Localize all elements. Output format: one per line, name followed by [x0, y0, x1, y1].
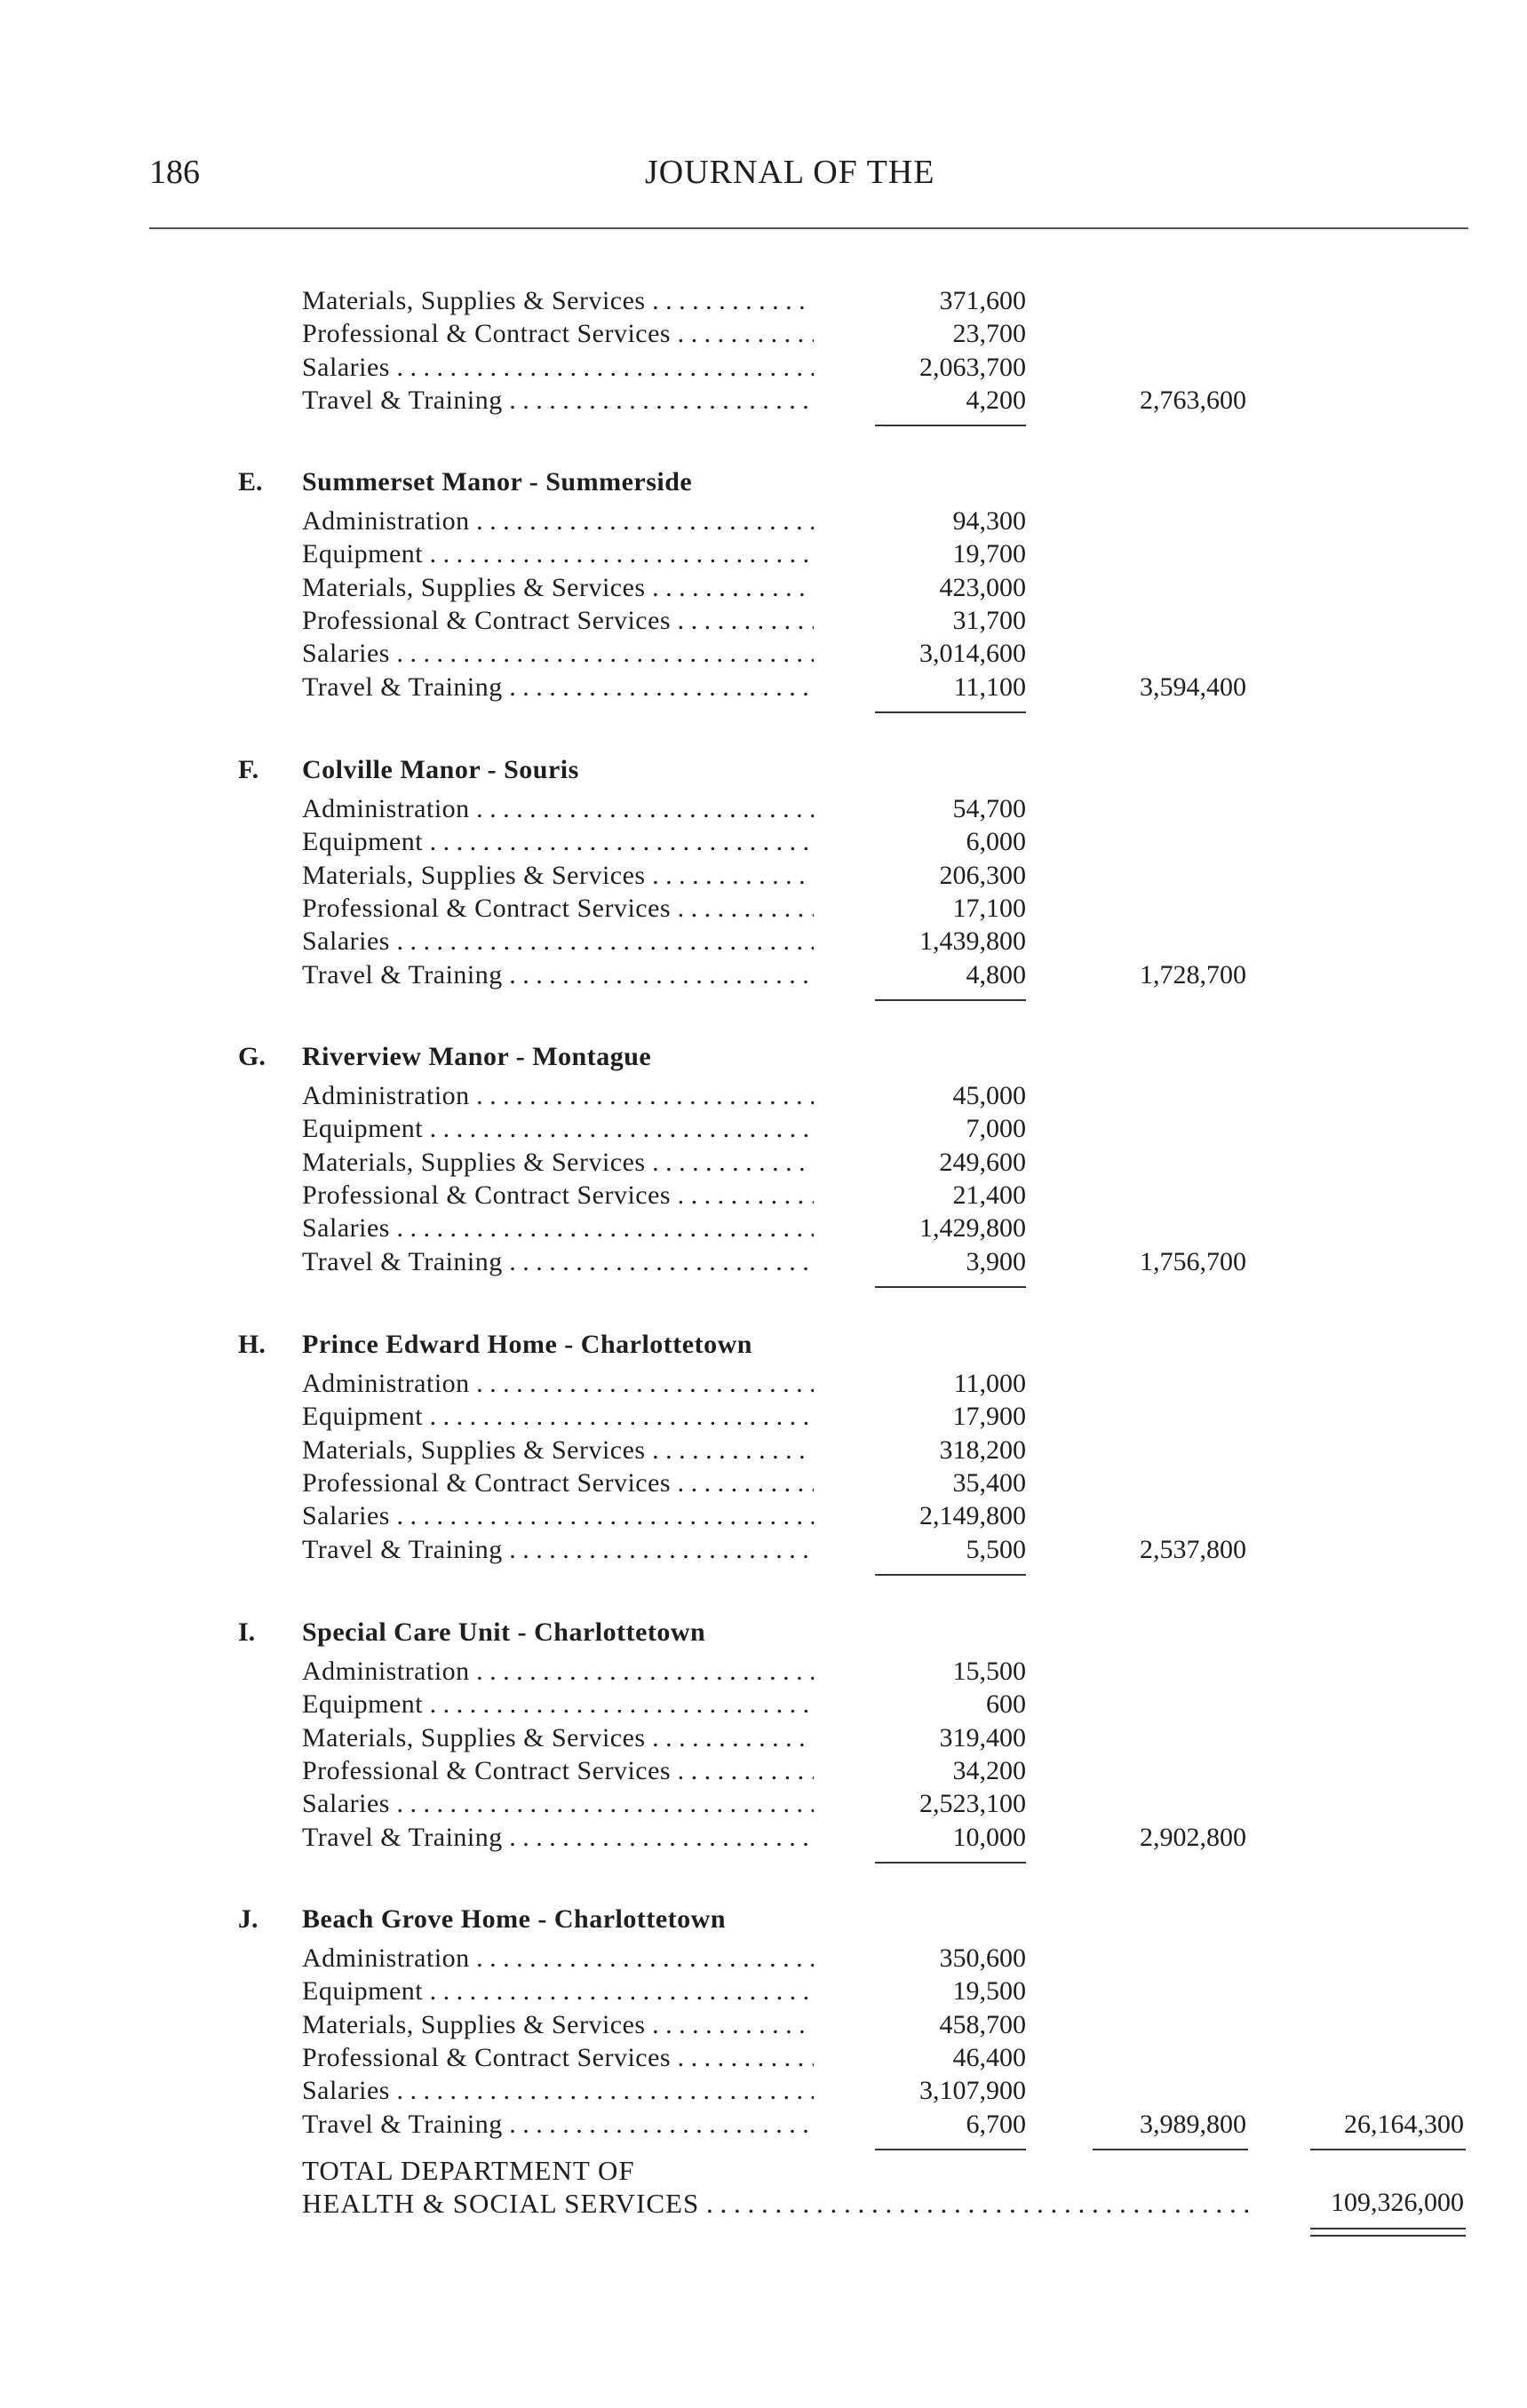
- line-item: [0, 894, 1527, 926]
- line-item-amount: 371,600: [939, 286, 1026, 315]
- line-item: [0, 794, 1527, 827]
- subtotal-rule: [1093, 2149, 1248, 2150]
- line-item-label: Professional & Contract Services . . .: [302, 606, 814, 636]
- section-heading: [0, 1330, 1527, 1360]
- line-item-label: Administration . . .: [302, 1081, 814, 1111]
- line-item-label: Equipment . . .: [302, 1689, 814, 1720]
- line-item-amount: 249,600: [939, 1147, 1026, 1177]
- group-total-rule: [1310, 2149, 1466, 2150]
- line-item: [0, 385, 1527, 418]
- section-subtotal: 2,763,600: [1140, 385, 1246, 415]
- line-item-label: Salaries . . .: [302, 926, 814, 957]
- line-item-label: Administration . . .: [302, 794, 814, 824]
- line-item-amount: 45,000: [952, 1081, 1026, 1110]
- line-item: [0, 2076, 1527, 2109]
- line-item-amount: 2,523,100: [919, 1789, 1026, 1819]
- group-total: 26,164,300: [1344, 2109, 1464, 2139]
- section-letter: F.: [238, 755, 259, 784]
- line-item-label: Materials, Supplies & Services . . .: [302, 1435, 814, 1466]
- line-item-label: Administration . . .: [302, 506, 814, 536]
- line-item-label: Professional & Contract Services . . .: [302, 894, 814, 924]
- line-item: [0, 1247, 1527, 1280]
- line-item-amount: 3,014,600: [919, 639, 1026, 669]
- line-item-label: Travel & Training . . .: [302, 2110, 814, 2140]
- section-subtotal: 3,594,400: [1140, 672, 1246, 702]
- department-total-amount: 109,326,000: [1331, 2188, 1464, 2217]
- subtotal-rule: [875, 1574, 1026, 1576]
- section-letter: J.: [238, 1904, 258, 1934]
- line-item-label: Administration . . .: [302, 1943, 814, 1974]
- line-item: [0, 639, 1527, 672]
- line-item: [0, 319, 1527, 352]
- line-item-amount: 3,900: [966, 1246, 1026, 1276]
- line-item-amount: 423,000: [939, 572, 1026, 602]
- line-item: [0, 1180, 1527, 1213]
- line-item: [0, 1657, 1527, 1689]
- subtotal-rule: [875, 711, 1026, 713]
- line-item-amount: 5,500: [966, 1534, 1026, 1564]
- section-letter: H.: [238, 1330, 266, 1359]
- line-item: [0, 1148, 1527, 1180]
- department-total-label: HEALTH & SOCIAL SERVICES . . .: [302, 2188, 1253, 2220]
- line-item-amount: 318,200: [939, 1434, 1026, 1465]
- line-item: [0, 1501, 1527, 1534]
- line-item-amount: 1,439,800: [919, 926, 1026, 957]
- header-rule: [149, 227, 1468, 229]
- line-item-label: Travel & Training . . .: [302, 1823, 814, 1853]
- line-item-amount: 35,400: [952, 1467, 1026, 1498]
- line-item: [0, 539, 1527, 572]
- line-item-label: Equipment . . .: [302, 1976, 814, 2007]
- line-item-amount: 23,700: [952, 319, 1026, 349]
- section-subtotal: 1,728,700: [1140, 959, 1246, 989]
- section-title: Summerset Manor - Summerside: [302, 467, 693, 497]
- line-item: [0, 1943, 1527, 1976]
- line-item-amount: 17,900: [952, 1402, 1026, 1432]
- line-item-amount: 319,400: [939, 1722, 1026, 1752]
- line-item: [0, 1756, 1527, 1789]
- line-item-label: Materials, Supplies & Services . . .: [302, 2010, 814, 2040]
- line-item-label: Travel & Training . . .: [302, 1247, 814, 1277]
- line-item: [0, 1369, 1527, 1402]
- section-subtotal: 2,537,800: [1140, 1534, 1246, 1564]
- subtotal-rule: [875, 2149, 1026, 2150]
- line-item-label: Equipment . . .: [302, 1114, 814, 1144]
- page-header: [149, 153, 1468, 197]
- section-letter: I.: [238, 1617, 256, 1647]
- page-number: 186: [149, 154, 200, 191]
- line-item-amount: 6,000: [966, 827, 1026, 857]
- line-item-label: Materials, Supplies & Services . . .: [302, 573, 814, 603]
- line-item-label: Salaries . . .: [302, 639, 814, 669]
- line-item-amount: 6,700: [966, 2109, 1026, 2139]
- line-item: [0, 1823, 1527, 1856]
- section-heading: [0, 467, 1527, 497]
- line-item: [0, 1081, 1527, 1114]
- line-item-amount: 15,500: [952, 1657, 1026, 1686]
- section-letter: G.: [238, 1042, 266, 1071]
- section-letter: E.: [238, 467, 263, 497]
- line-item: [0, 1114, 1527, 1147]
- line-item-amount: 2,063,700: [919, 352, 1026, 382]
- line-item-label: Equipment . . .: [302, 539, 814, 569]
- line-item: [0, 1435, 1527, 1468]
- line-item-amount: 2,149,800: [919, 1501, 1026, 1531]
- line-item-amount: 34,200: [952, 1755, 1026, 1785]
- section-heading: [0, 1904, 1527, 1935]
- line-item: [0, 506, 1527, 539]
- subtotal-rule: [875, 1862, 1026, 1864]
- line-item: [0, 606, 1527, 639]
- line-item-label: Materials, Supplies & Services . . .: [302, 861, 814, 891]
- line-item-amount: 1,429,800: [919, 1213, 1026, 1244]
- section-title: Special Care Unit - Charlottetown: [302, 1617, 706, 1647]
- department-total-label: TOTAL DEPARTMENT OF: [302, 2155, 635, 2186]
- line-item-label: Materials, Supplies & Services . . .: [302, 1723, 814, 1753]
- line-item: [0, 573, 1527, 606]
- line-item-amount: 458,700: [939, 2009, 1026, 2039]
- line-item: [0, 2043, 1527, 2076]
- line-item-amount: 3,107,900: [919, 2076, 1026, 2106]
- line-item-amount: 4,800: [966, 959, 1026, 989]
- line-item-label: Equipment . . .: [302, 827, 814, 857]
- line-item: [0, 1402, 1527, 1434]
- section-subtotal: 2,902,800: [1140, 1822, 1246, 1852]
- section-title: Riverview Manor - Montague: [302, 1042, 652, 1071]
- line-item: [0, 1468, 1527, 1501]
- line-item: [0, 1689, 1527, 1722]
- line-item-amount: 350,600: [939, 1943, 1026, 1973]
- line-item-amount: 54,700: [952, 794, 1026, 823]
- line-item-amount: 19,500: [952, 1976, 1026, 2007]
- line-item-label: Travel & Training . . .: [302, 672, 814, 703]
- line-item-label: Professional & Contract Services . . .: [302, 1468, 814, 1498]
- line-item-label: Travel & Training . . .: [302, 385, 814, 416]
- subtotal-rule: [875, 1286, 1026, 1288]
- line-item-label: Salaries . . .: [302, 1213, 814, 1244]
- line-item-amount: 11,000: [953, 1369, 1026, 1398]
- section-heading: [0, 1617, 1527, 1648]
- line-item-amount: 7,000: [966, 1114, 1026, 1144]
- line-item: [0, 960, 1527, 993]
- line-item-amount: 31,700: [952, 605, 1026, 635]
- section-heading: [0, 1042, 1527, 1072]
- subtotal-rule: [875, 999, 1026, 1001]
- line-item-amount: 46,400: [952, 2042, 1026, 2072]
- line-item: [0, 1213, 1527, 1246]
- line-item-amount: 21,400: [952, 1180, 1026, 1210]
- line-item: [0, 2010, 1527, 2043]
- line-item-label: Salaries . . .: [302, 2076, 814, 2106]
- line-item: [0, 1976, 1527, 2009]
- line-item: [0, 1789, 1527, 1822]
- section-title: Prince Edward Home - Charlottetown: [302, 1330, 752, 1359]
- line-item-label: Salaries . . .: [302, 1789, 814, 1819]
- line-item-amount: 4,200: [966, 385, 1026, 415]
- line-item-amount: 600: [986, 1689, 1026, 1720]
- line-item-label: Administration . . .: [302, 1369, 814, 1399]
- section-heading: [0, 755, 1527, 785]
- subtotal-rule: [875, 425, 1026, 426]
- line-item: [0, 1723, 1527, 1756]
- line-item-label: Equipment . . .: [302, 1402, 814, 1432]
- line-item: [0, 827, 1527, 860]
- section-subtotal: 1,756,700: [1140, 1246, 1246, 1276]
- line-item-label: Materials, Supplies & Services . . .: [302, 1148, 814, 1178]
- line-item-amount: 10,000: [952, 1822, 1026, 1852]
- line-item-label: Salaries . . .: [302, 353, 814, 383]
- line-item: [0, 286, 1527, 319]
- line-item-amount: 17,100: [952, 893, 1026, 923]
- section-subtotal: 3,989,800: [1140, 2109, 1246, 2139]
- line-item: [0, 353, 1527, 385]
- line-item-label: Professional & Contract Services . . .: [302, 1180, 814, 1211]
- line-item: [0, 926, 1527, 959]
- line-item-label: Travel & Training . . .: [302, 960, 814, 990]
- line-item: [0, 672, 1527, 705]
- line-item-label: Professional & Contract Services . . .: [302, 2043, 814, 2073]
- line-item-amount: 206,300: [939, 860, 1026, 890]
- line-item: [0, 1535, 1527, 1568]
- section-title: Colville Manor - Souris: [302, 755, 579, 784]
- line-item-amount: 94,300: [952, 506, 1026, 536]
- running-title: JOURNAL OF THE: [645, 154, 935, 191]
- line-item-label: Materials, Supplies & Services . . .: [302, 286, 814, 316]
- line-item-amount: 19,700: [952, 539, 1026, 569]
- line-item-label: Salaries . . .: [302, 1501, 814, 1531]
- line-item-label: Administration . . .: [302, 1657, 814, 1687]
- line-item-amount: 11,100: [953, 672, 1026, 702]
- line-item-label: Professional & Contract Services . . .: [302, 1756, 814, 1786]
- line-item-label: Professional & Contract Services . . .: [302, 319, 814, 349]
- double-rule-bottom: [1310, 2235, 1466, 2237]
- line-item-label: Travel & Training . . .: [302, 1535, 814, 1565]
- double-rule-top: [1310, 2228, 1466, 2229]
- line-item: [0, 861, 1527, 894]
- section-title: Beach Grove Home - Charlottetown: [302, 1904, 727, 1934]
